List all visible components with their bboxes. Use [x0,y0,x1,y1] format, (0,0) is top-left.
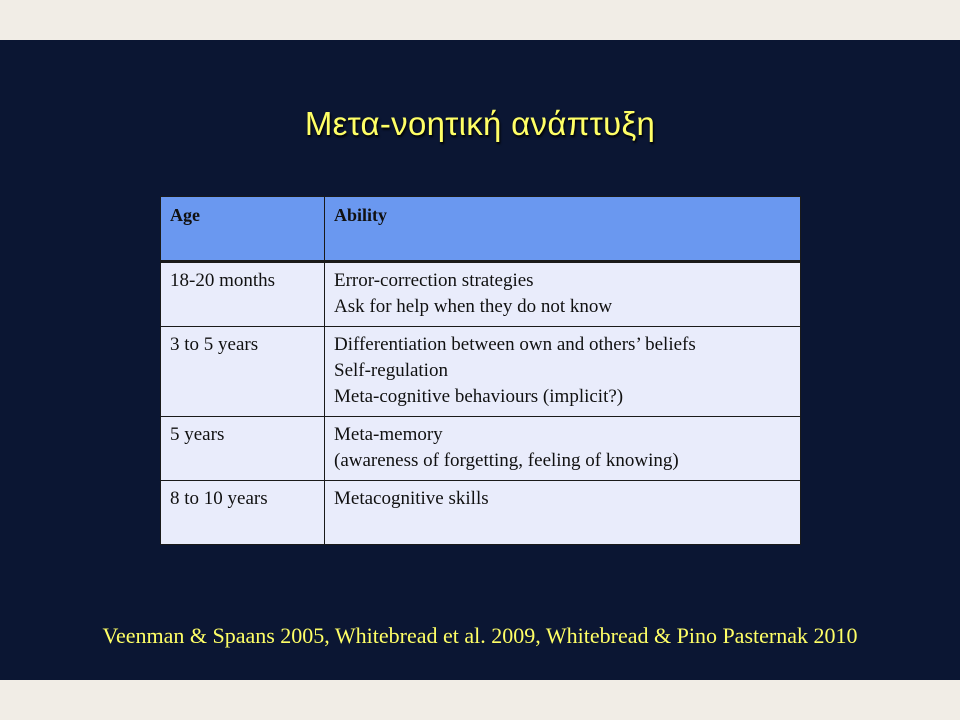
ability-line: Differentiation between own and others’ beliefs [334,334,696,355]
age-cell: 18-20 months [161,262,325,327]
ability-cell [325,327,801,417]
age-cell: 3 to 5 years [161,327,325,417]
table-row [161,262,801,327]
header-ability: Ability [325,197,801,262]
ability-line: Error-correction strategies [334,270,534,291]
ability-line: Meta-memory [334,424,443,445]
table-row [161,327,801,417]
age-cell: 8 to 10 years [161,481,325,545]
ability-cell [325,417,801,481]
ability-line: (awareness of forgetting, feeling of knowing) [334,450,679,471]
ability-line: Self-regulation [334,360,448,381]
table-header-row [161,197,801,262]
ability-cell [325,262,801,327]
ability-line: Meta-cognitive behaviours (implicit?) [334,386,624,407]
slide-title: Μετα-νοητική ανάπτυξη [304,105,656,142]
table-row [161,481,801,545]
ability-line: Ask for help when they do not know [334,296,613,317]
ability-table [160,196,801,545]
slide-canvas [0,40,960,680]
header-age: Age [161,197,325,262]
age-cell: 5 years [161,417,325,481]
citation-text: Veenman & Spaans 2005, Whitebread et al. 2009, Whitebread & Pino Pasternak 2010 [102,623,858,648]
ability-cell [325,481,801,545]
ability-line: Metacognitive skills [334,488,489,509]
table-row [161,417,801,481]
